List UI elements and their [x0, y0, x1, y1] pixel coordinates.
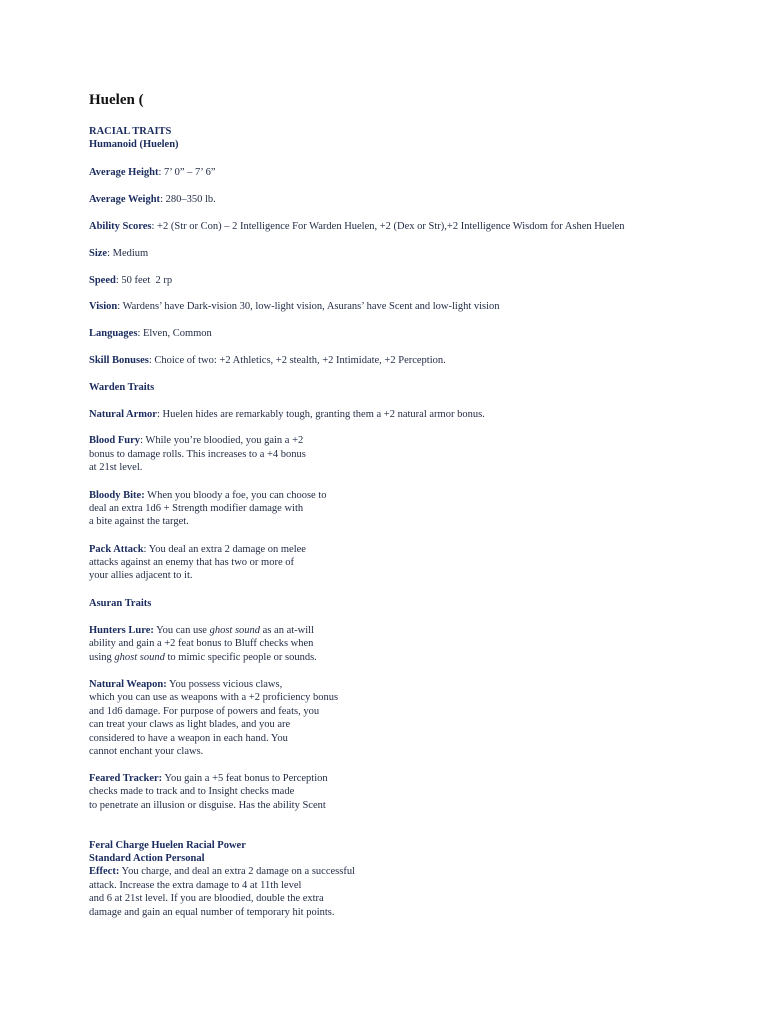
feared-tracker-line: [89, 772, 328, 785]
value: : 280–350 lb.: [160, 194, 216, 205]
natural-weapon-line: cannot enchant your claws.: [89, 746, 204, 757]
hunters-lure-line: [89, 624, 314, 637]
value: When you bloody a foe, you can choose to: [144, 490, 327, 501]
asuran-traits-heading: Asuran Traits: [89, 598, 152, 609]
power-effect-line: [89, 865, 355, 878]
value: : Elven, Common: [137, 328, 212, 339]
label: Size: [89, 248, 108, 259]
vision: [89, 300, 500, 313]
label: Speed: [89, 275, 116, 286]
label: Bloody Bite:: [89, 490, 145, 501]
spell-name: ghost sound: [114, 652, 165, 663]
natural-weapon-line: [89, 678, 282, 691]
text: as an at-will: [260, 625, 314, 636]
value: : Huelen hides are remarkably tough, granting them a +2 natural armor bonus.: [156, 409, 485, 420]
speed: [89, 274, 172, 287]
power-effect-line: and 6 at 21st level. If you are bloodied, double the extra: [89, 893, 324, 904]
natural-weapon-line: can treat your claws as light blades, and you are: [89, 719, 291, 730]
label: Languages: [89, 328, 138, 339]
label: Natural Weapon:: [89, 679, 167, 690]
value: You possess vicious claws,: [166, 679, 283, 690]
label: Average Weight: [89, 194, 161, 205]
label: Skill Bonuses: [89, 355, 149, 366]
warden-traits-heading: Warden Traits: [89, 382, 155, 393]
power-name: Feral Charge Huelen Racial Power: [89, 840, 246, 851]
racial-traits-heading: RACIAL TRAITS: [89, 126, 172, 137]
page-title: Huelen (: [89, 92, 144, 108]
label: Vision: [89, 301, 118, 312]
pack-attack-line: [89, 543, 306, 556]
value: : You deal an extra 2 damage on melee: [143, 544, 306, 555]
pack-attack-line: attacks against an enemy that has two or more of: [89, 557, 294, 568]
natural-weapon-line: and 1d6 damage. For purpose of powers and feats, you: [89, 706, 320, 717]
bloody-bite-line: deal an extra 1d6 + Strength modifier damage with: [89, 503, 304, 514]
label: Pack Attack: [89, 544, 144, 555]
blood-fury-line: at 21st level.: [89, 462, 143, 473]
natural-armor: [89, 408, 485, 421]
natural-weapon-line: considered to have a weapon in each hand. You: [89, 733, 288, 744]
text: using: [89, 652, 115, 663]
feared-tracker-line: checks made to track and to Insight checks made: [89, 786, 295, 797]
power-effect-line: damage and gain an equal number of temporary hit points.: [89, 907, 335, 918]
feared-tracker-line: to penetrate an illusion or disguise. Has the ability Scent: [89, 800, 326, 811]
size: [89, 247, 148, 260]
spell-name: ghost sound: [209, 625, 261, 636]
bloody-bite-line: [89, 489, 326, 502]
value: : 7’ 0” – 7’ 6”: [158, 167, 216, 178]
hunters-lure-line: [89, 651, 317, 664]
value: : +2 (Str or Con) – 2 Intelligence For Warden Huelen, +2 (Dex or Str),+2 Intelligence Wisdom for Ashen Huelen: [151, 221, 625, 232]
value: You charge, and deal an extra 2 damage on a successful: [119, 866, 355, 877]
average-height: [89, 166, 216, 179]
value: : Wardens’ have Dark-vision 30, low-light vision, Asurans’ have Scent and low-light vision: [117, 301, 500, 312]
label: Ability Scores: [89, 221, 152, 232]
creature-type: Humanoid (Huelen): [89, 139, 179, 150]
value: : While you’re bloodied, you gain a +2: [140, 435, 304, 446]
power-effect-line: attack. Increase the extra damage to 4 at 11th level: [89, 880, 302, 891]
blood-fury-line: bonus to damage rolls. This increases to a +4 bonus: [89, 449, 306, 460]
ability-scores: [89, 220, 625, 233]
average-weight: [89, 193, 216, 206]
value: : Medium: [107, 248, 149, 259]
label: Average Height: [89, 167, 159, 178]
value: : Choice of two: +2 Athletics, +2 stealth, +2 Intimidate, +2 Perception.: [148, 355, 446, 366]
languages: [89, 327, 212, 340]
label: Effect:: [89, 866, 120, 877]
skill-bonuses: [89, 354, 446, 367]
natural-weapon-line: which you can use as weapons with a +2 proficiency bonus: [89, 692, 339, 703]
label: Feared Tracker:: [89, 773, 163, 784]
power-action: Standard Action Personal: [89, 853, 205, 864]
text: You can use: [153, 625, 210, 636]
label: Natural Armor: [89, 409, 157, 420]
hunters-lure-line: ability and gain a +2 feat bonus to Bluff checks when: [89, 638, 314, 649]
blood-fury-line: [89, 434, 303, 447]
value: : 50 feet 2 rp: [115, 275, 173, 286]
value: You gain a +5 feat bonus to Perception: [162, 773, 328, 784]
label: Hunters Lure:: [89, 625, 154, 636]
label: Blood Fury: [89, 435, 141, 446]
bloody-bite-line: a bite against the target.: [89, 516, 189, 527]
text: to mimic specific people or sounds.: [164, 652, 317, 663]
pack-attack-line: your allies adjacent to it.: [89, 570, 193, 581]
